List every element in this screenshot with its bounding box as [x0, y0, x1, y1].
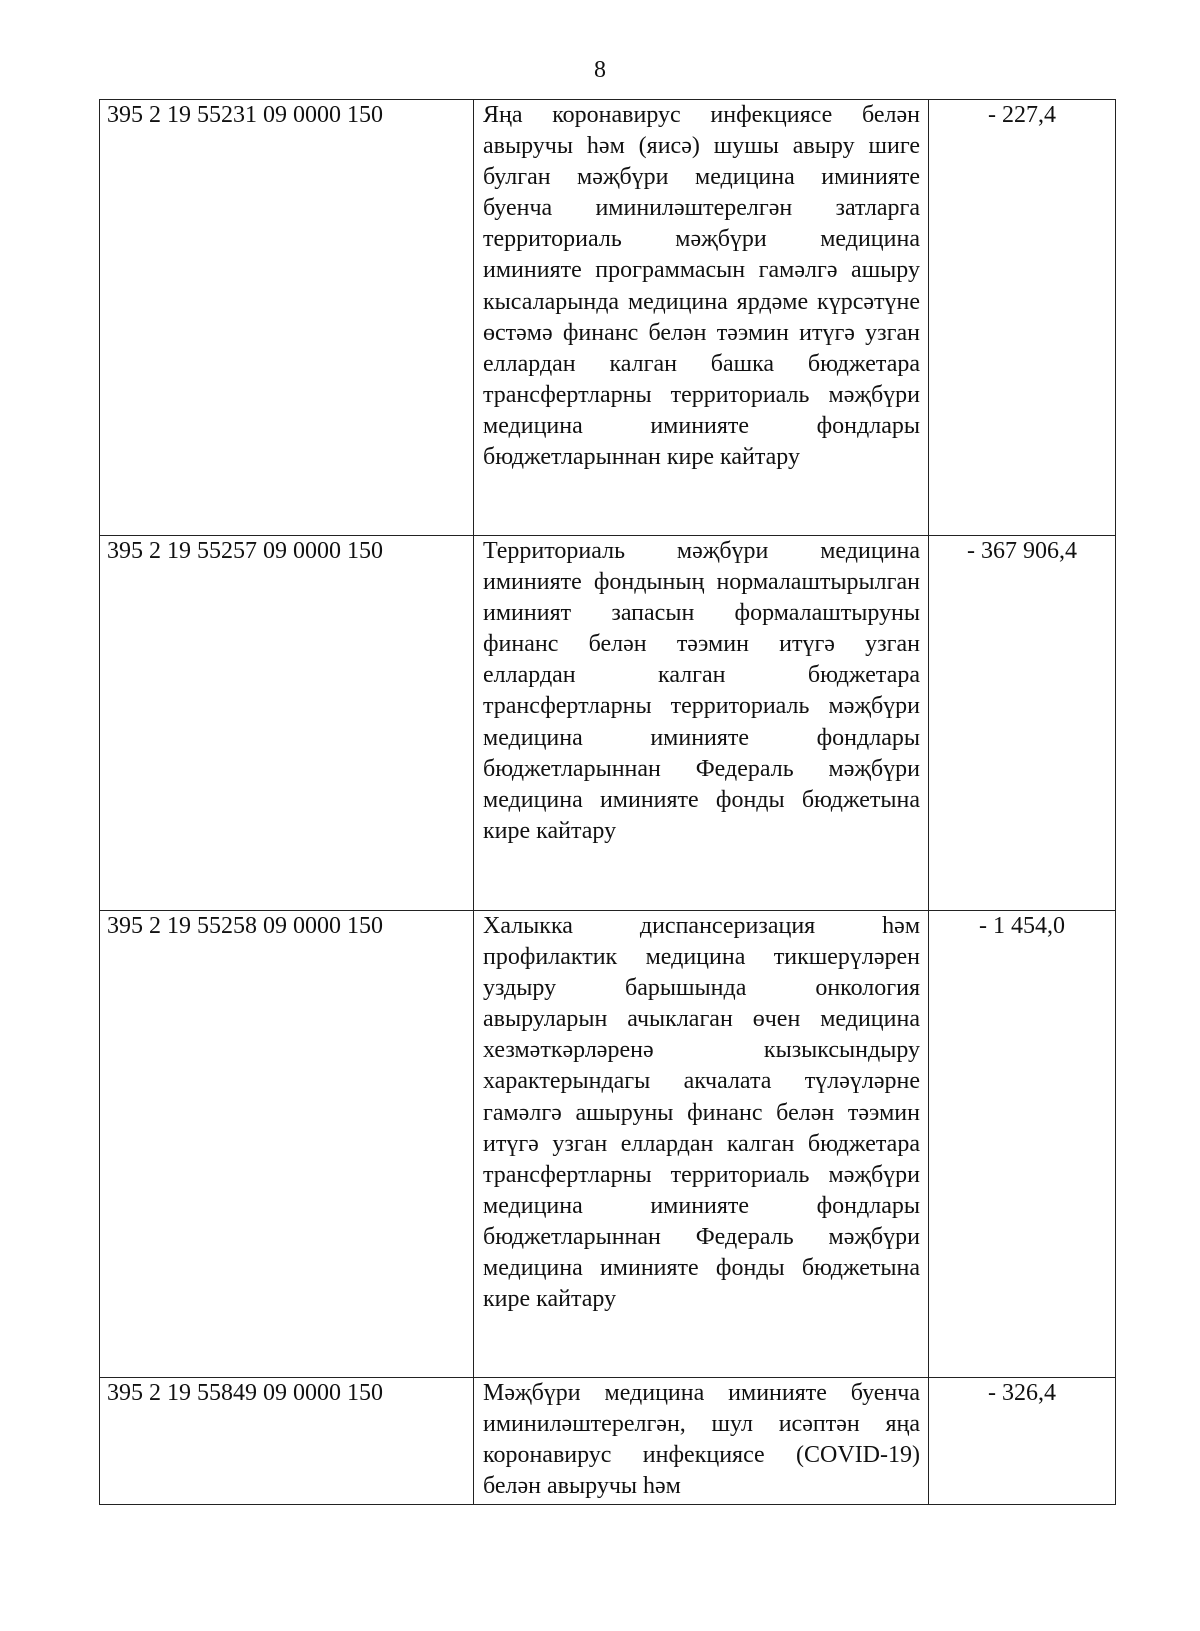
budget-code-cell: 395 2 19 55231 09 0000 150 — [100, 100, 474, 536]
table-row — [100, 1378, 1116, 1505]
amount-cell: - 367 906,4 — [929, 536, 1116, 911]
table-row — [100, 536, 1116, 911]
amount-cell: - 227,4 — [929, 100, 1116, 536]
budget-table — [99, 99, 1116, 1505]
table-row — [100, 911, 1116, 1378]
budget-code-cell: 395 2 19 55258 09 0000 150 — [100, 911, 474, 1378]
description-cell: Халыкка диспансеризация һәм профилактик медицина тикшерүләрен уздыру барышында онкология авыруларын ачыклаган өчен медицина хезмәткәрләренә кызыксындыру характерындагы акчалата түләүләрне гамәлгә ашыруны финанс белән тәэмин итүгә узган еллардан калган бюджетара трансфертларны территориаль мәҗбүри медицина иминияте фондлары бюджетларыннан Федераль мәҗбүри медицина иминияте фонды бюджетына кире кайтару — [474, 911, 929, 1378]
description-cell: Яңа коронавирус инфекциясе белән авыручы һәм (яисә) шушы авыру шиге булган мәҗбүри медицина иминияте буенча иминиләштерелгән затларга территориаль мәҗбүри медицина иминияте программасын гамәлгә ашыру кысаларында медицина ярдәме күрсәтүне өстәмә финанс белән тәэмин итүгә узган еллардан калган башка бюджетара трансфертларны территориаль мәҗбүри медицина иминияте фондлары бюджетларыннан кире кайтару — [474, 100, 929, 536]
budget-code-cell: 395 2 19 55849 09 0000 150 — [100, 1378, 474, 1505]
amount-cell: - 326,4 — [929, 1378, 1116, 1505]
description-cell: Мәҗбүри медицина иминияте буенча иминиләштерелгән, шул исәптән яңа коронавирус инфекциясе (COVID-19) белән авыручы һәм — [474, 1378, 929, 1505]
page-number: 8 — [594, 57, 606, 83]
description-cell: Территориаль мәҗбүри медицина иминияте фондының нормалаштырылган иминият запасын формалаштыруны финанс белән тәэмин итүгә узган еллардан калган бюджетара трансфертларны территориаль мәҗбүри медицина иминияте фондлары бюджетларыннан Федераль мәҗбүри медицина иминияте фонды бюджетына кире кайтару — [474, 536, 929, 911]
budget-code-cell: 395 2 19 55257 09 0000 150 — [100, 536, 474, 911]
amount-cell: - 1 454,0 — [929, 911, 1116, 1378]
table-row — [100, 100, 1116, 536]
